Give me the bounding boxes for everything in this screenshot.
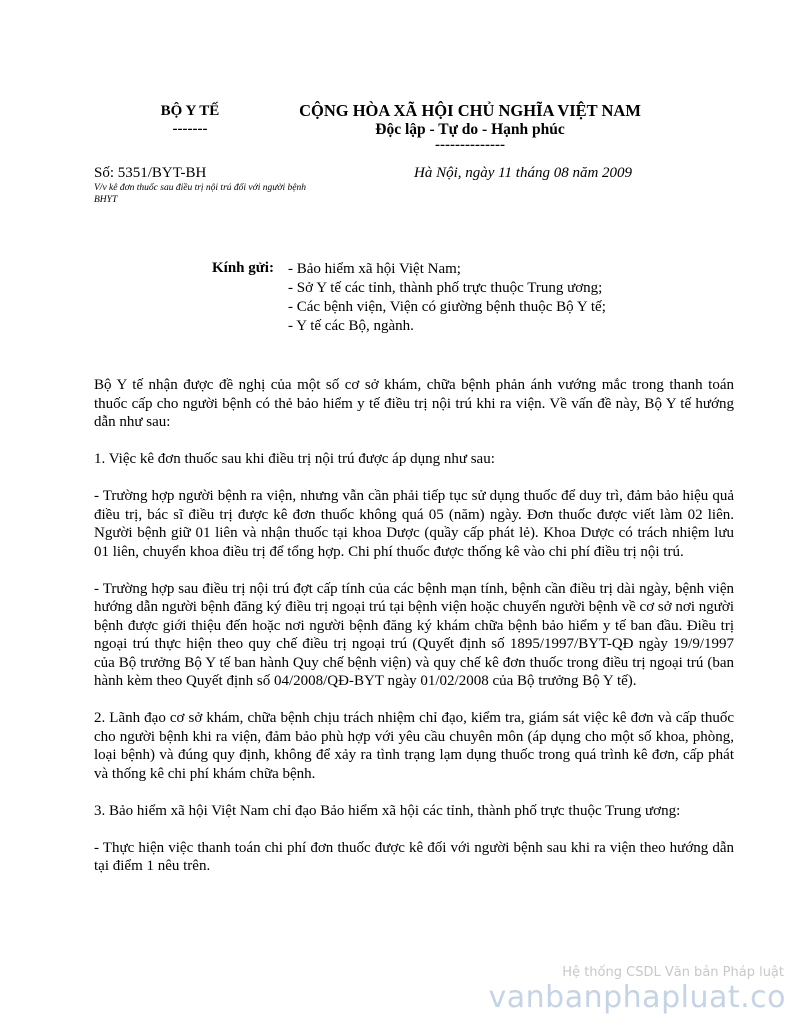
body-paragraph: - Thực hiện việc thanh toán chi phí đơn thuốc được kê đối với người bệnh sau khi ra viện theo hướng dẫn tại điểm 1 nêu trên. [94, 839, 734, 874]
recipients-label: Kính gửi: [212, 260, 274, 276]
recipient-item: - Bảo hiểm xã hội Việt Nam; [288, 261, 461, 277]
organization-separator: ------- [172, 121, 208, 137]
watermark-site: vanbanphapluat.co [488, 980, 786, 1015]
body-paragraph: 2. Lãnh đạo cơ sở khám, chữa bệnh chịu trách nhiệm chỉ đạo, kiểm tra, giám sát việc kê đơn và cấp thuốc cho người bệnh khi ra viện, đảm bảo phù hợp với yêu cầu chuyên môn (áp dụng cho một số khoa, phòng, loại bệnh) và đúng quy định, không để xảy ra tình trạng lạm dụng thuốc trong quá trình kê đơn, cấp phát và thống kê chi phí khám chữa bệnh. [94, 710, 734, 782]
body-paragraph: 1. Việc kê đơn thuốc sau khi điều trị nội trú được áp dụng như sau: [94, 451, 495, 467]
motto-separator: -------------- [435, 137, 505, 153]
body-paragraph: - Trường hợp người bệnh ra viện, nhưng vẫn cần phải tiếp tục sử dụng thuốc để duy trì, đảm bảo hiệu quả điều trị, bác sĩ điều trị được kê đơn thuốc không quá 05 (năm) ngày. Đơn thuốc được viết làm 02 liên. Người bệnh giữ 01 liên và nhận thuốc tại khoa Dược (quầy cấp phát lẻ). Khoa Dược có trách nhiệm lưu 01 liên, chuyển khoa điều trị để tổng hợp. Chi phí thuốc được thống kê vào chi phí điều trị nội trú. [94, 488, 734, 560]
national-title: CỘNG HÒA XÃ HỘI CHỦ NGHĨA VIỆT NAM [299, 101, 641, 120]
document-body [94, 376, 734, 894]
body-paragraph: - Trường hợp sau điều trị nội trú đợt cấp tính của các bệnh mạn tính, bệnh cần điều trị dài ngày, bệnh viện hướng dẫn người bệnh đăng ký điều trị ngoại trú tại bệnh viện hoặc chuyển người bệnh về cơ sở nơi người bệnh được giới thiệu đến hoặc nơi người bệnh đăng ký khám chữa bệnh bảo hiểm y tế ban đầu. Điều trị ngoại trú thực hiện theo quy chế điều trị ngoại trú (Quyết định số 1895/1997/BYT-QĐ ngày 19/9/1997 của Bộ trưởng Bộ Y tế ban hành Quy chế bệnh viện) và quy chế kê đơn thuốc trong điều trị ngoại trú (ban hành kèm theo Quyết định số 04/2008/QĐ-BYT ngày 01/02/2008 của Bộ trưởng Bộ Y tế). [94, 580, 734, 689]
watermark-caption: Hệ thống CSDL Văn bản Pháp luật [562, 965, 784, 980]
body-paragraph: Bộ Y tế nhận được đề nghị của một số cơ sở khám, chữa bệnh phản ánh vướng mắc trong thanh toán thuốc cấp cho người bệnh có thẻ bảo hiểm y tế điều trị nội trú khi ra viện. Về vấn đề này, Bộ Y tế hướng dẫn như sau: [94, 377, 734, 430]
body-paragraph: 3. Bảo hiểm xã hội Việt Nam chỉ đạo Bảo hiểm xã hội các tỉnh, thành phố trực thuộc Trung ương: [94, 802, 681, 819]
recipients-list [288, 260, 606, 336]
recipient-item: - Các bệnh viện, Viện có giường bệnh thuộc Bộ Y tế; [288, 299, 606, 315]
national-motto: Độc lập - Tự do - Hạnh phúc [375, 121, 565, 138]
recipient-item: - Sở Y tế các tỉnh, thành phố trực thuộc Trung ương; [288, 280, 603, 296]
place-and-date: Hà Nội, ngày 11 tháng 08 năm 2009 [414, 165, 633, 181]
document-number: Số: 5351/BYT-BH [94, 165, 207, 181]
document-subject: V/v kê đơn thuốc sau điều trị nội trú đối với người bệnh BHYT [94, 183, 306, 205]
recipient-item: - Y tế các Bộ, ngành. [288, 318, 414, 334]
issuing-organization: BỘ Y TẾ [160, 103, 220, 119]
